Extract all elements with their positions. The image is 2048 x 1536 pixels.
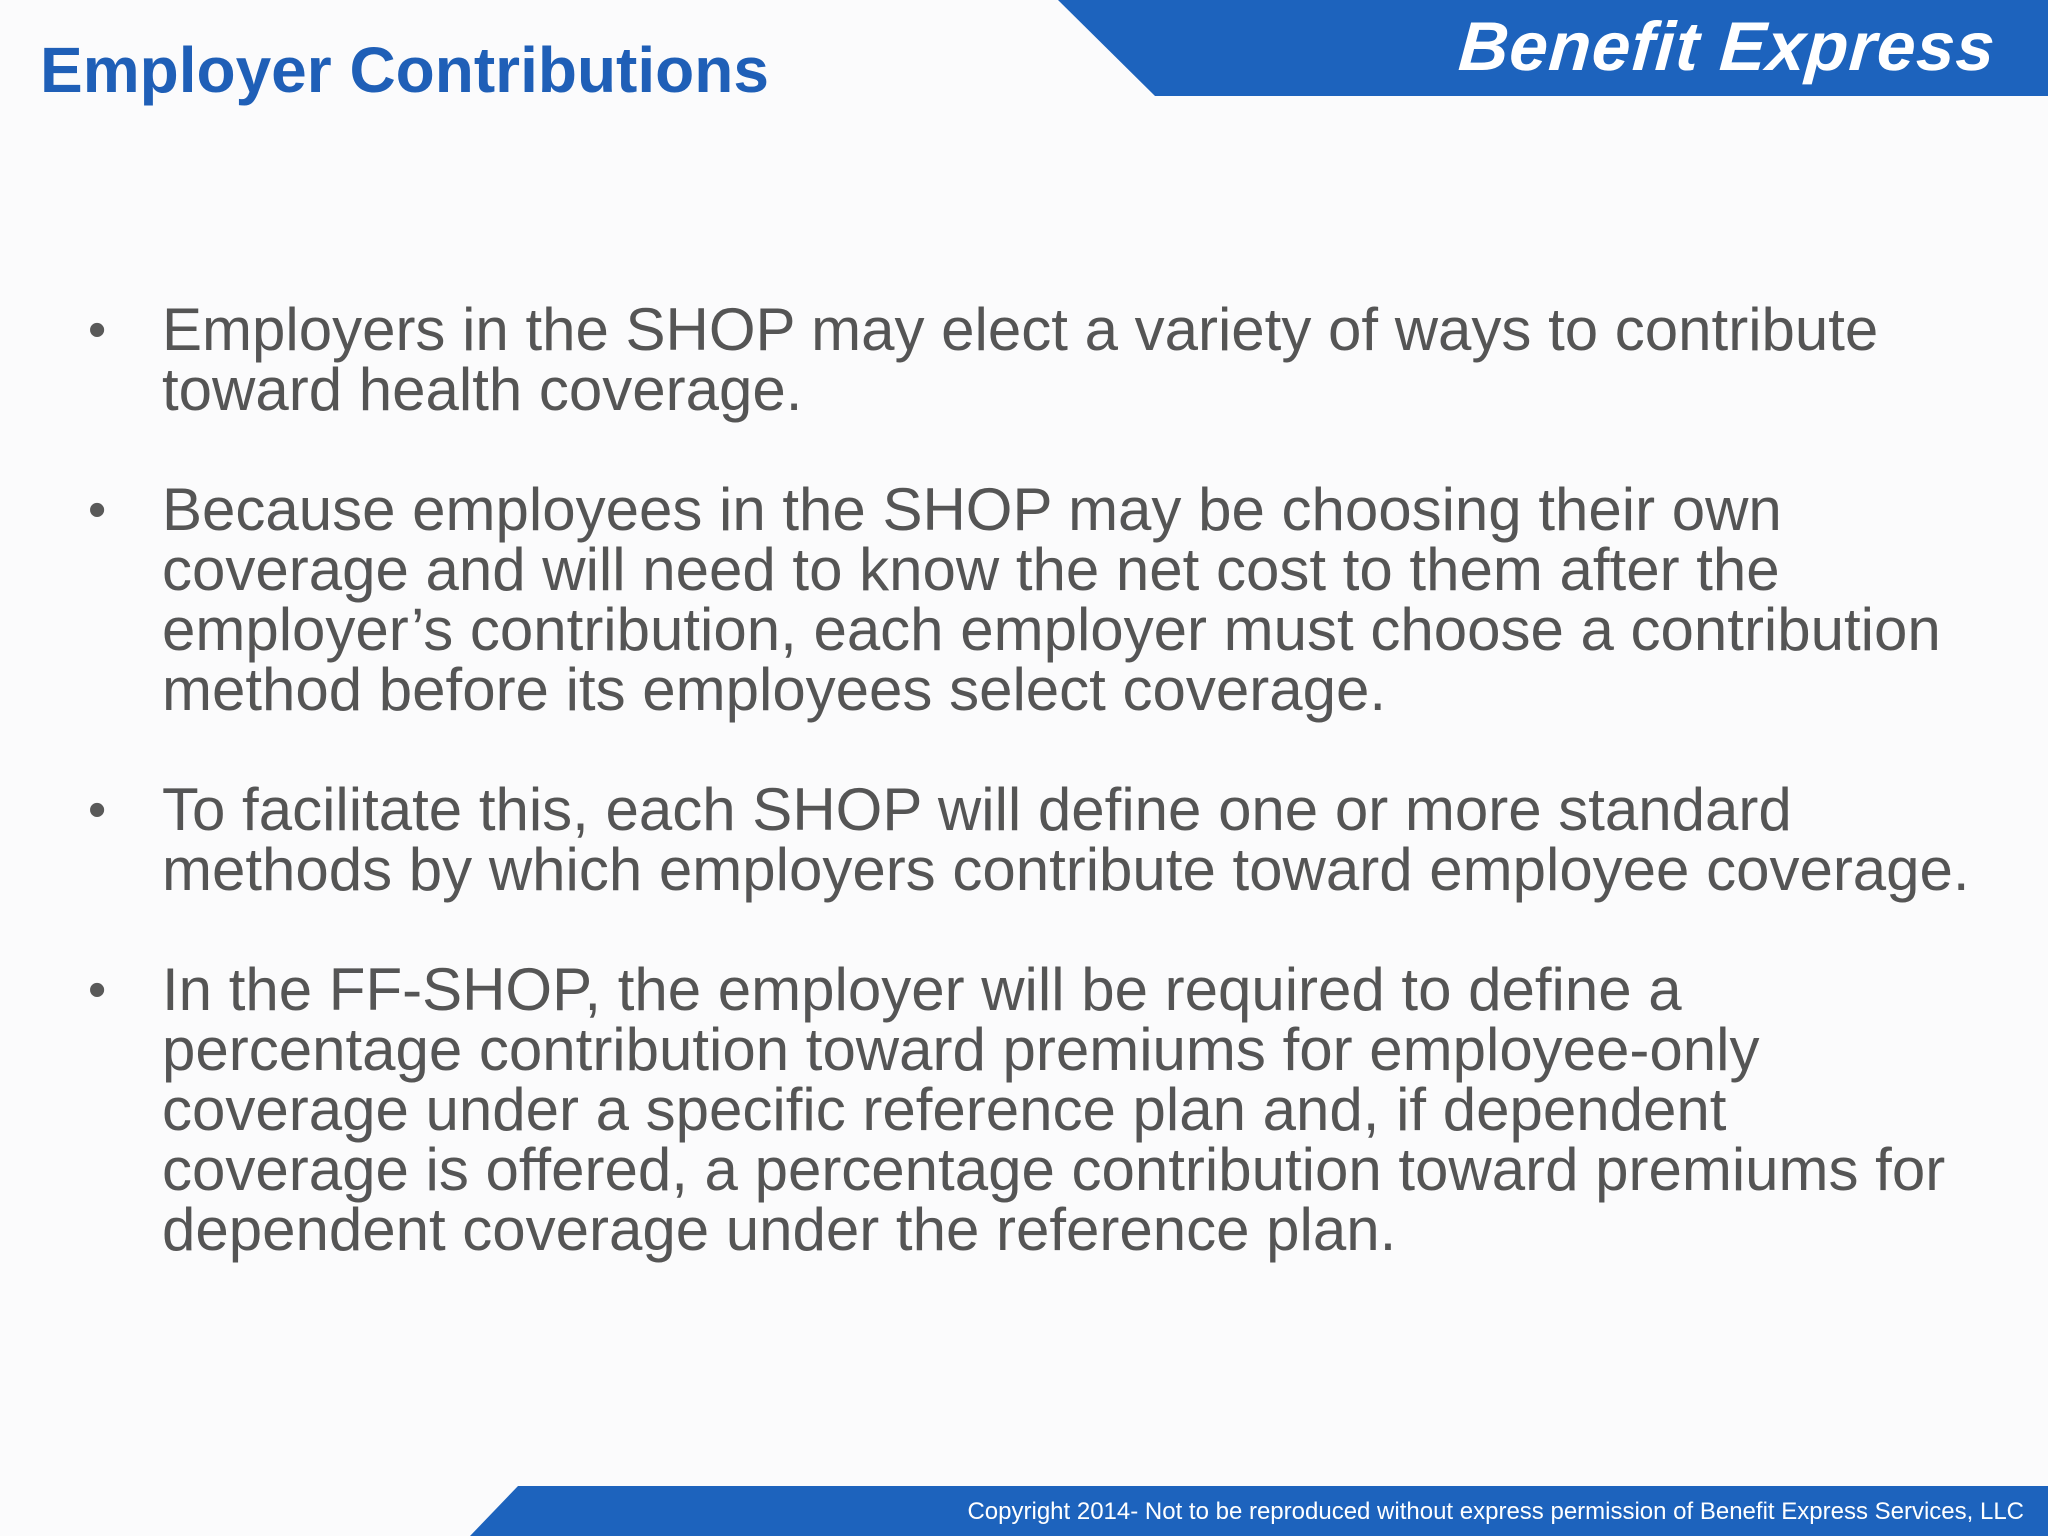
benefit-express-logo: Benefit Express xyxy=(1456,7,1999,85)
bullet-icon: • xyxy=(88,781,107,839)
bullet-icon: • xyxy=(88,301,107,359)
bullet-item-2 xyxy=(0,476,2048,723)
bullet-list xyxy=(0,296,2048,1263)
copyright-notice: Copyright 2014- Not to be reproduced without express permission of Benefit Express Services, LLC xyxy=(967,1498,2024,1525)
bullet-item-3 xyxy=(0,776,2048,903)
bullet-item-4 xyxy=(0,956,2048,1263)
bullet-item-1 xyxy=(0,296,2048,423)
bullet-text: Employers in the SHOP may elect a variety of ways to contribute toward health coverage. xyxy=(162,296,1879,423)
slide-content xyxy=(0,296,2048,1320)
bullet-text: In the FF-SHOP, the employer will be required to define a percentage contribution toward premiums for employee-only coverage under a specific reference plan and, if dependent coverage is offered, a percentage contribution toward premiums for dependent coverage under the reference plan. xyxy=(162,956,1946,1263)
bullet-icon: • xyxy=(88,961,107,1019)
bullet-icon: • xyxy=(88,481,107,539)
bullet-text: Because employees in the SHOP may be choosing their own coverage and will need to know the net cost to them after the employer’s contribution, each employer must choose a contribution method before its employees select coverage. xyxy=(162,476,1941,723)
bullet-text: To facilitate this, each SHOP will define one or more standard methods by which employers contribute toward employee coverage. xyxy=(162,776,1970,903)
page-title: Employer Contributions xyxy=(40,34,769,106)
